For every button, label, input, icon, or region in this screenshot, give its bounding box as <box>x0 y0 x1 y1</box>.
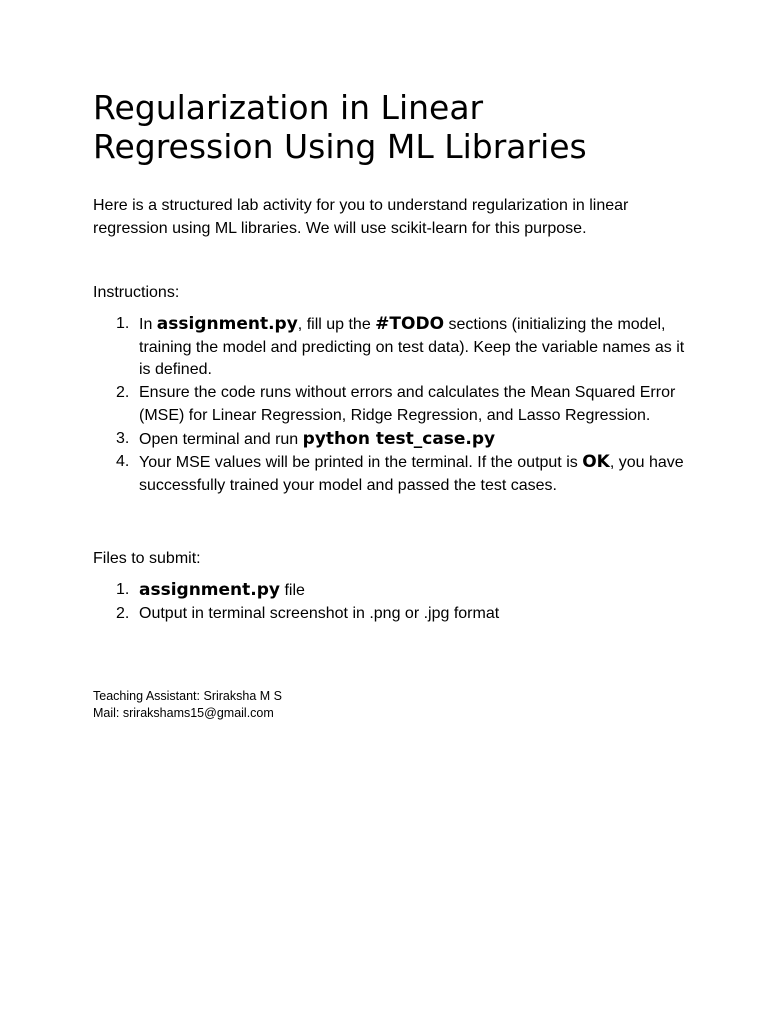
list-item <box>93 451 687 497</box>
code-ok: OK <box>582 452 610 473</box>
list-item <box>93 382 687 427</box>
intro-paragraph <box>93 194 683 240</box>
title-line-1: Regularization in Linear <box>93 88 484 127</box>
list-number: 4. <box>116 453 130 471</box>
item-text: Open terminal and run <box>139 430 303 448</box>
instructions-heading: Instructions: <box>93 284 180 301</box>
list-item <box>93 603 687 626</box>
code-todo: #TODO <box>375 314 445 334</box>
item-text: , fill up the <box>297 316 376 333</box>
list-number: 3. <box>116 429 130 447</box>
list-item <box>93 313 687 382</box>
code-command: python test_case.py <box>302 428 496 449</box>
intro-line-1: Here is a structured lab activity for you to understand regularization in linear <box>93 197 629 214</box>
list-number: 1. <box>116 315 130 332</box>
code-filename: assignment.py <box>156 314 298 334</box>
item-text: sections (initializing the model, training the model and predicting on test data). Keep the variable names as it is defined. <box>139 316 685 379</box>
list-number: 1. <box>116 581 130 598</box>
list-number: 2. <box>116 384 130 402</box>
list-item <box>93 428 687 452</box>
item-text: Your MSE values will be printed in the terminal. If the output is <box>139 454 583 472</box>
files-list <box>93 579 687 625</box>
page-title <box>93 88 693 166</box>
files-heading: Files to submit: <box>93 550 201 567</box>
instructions-list <box>93 313 687 498</box>
item-text: Output in terminal screenshot in .png or .jpg format <box>139 604 500 622</box>
title-line-2: Regression Using ML Libraries <box>93 127 587 166</box>
mail-line: Mail: srirakshams15@gmail.com <box>93 706 274 720</box>
intro-line-2: regression using ML libraries. We will use scikit-learn for this purpose. <box>93 220 587 237</box>
teaching-assistant-line: Teaching Assistant: Sriraksha M S <box>93 689 282 703</box>
list-number: 2. <box>116 604 130 622</box>
item-text: , you have successfully trained your model and passed the test cases. <box>139 454 684 494</box>
item-text: In <box>139 316 157 333</box>
list-item <box>93 579 687 603</box>
item-text: file <box>280 582 305 599</box>
item-text: Ensure the code runs without errors and calculates the Mean Squared Error (MSE) for Linear Regression, Ridge Regression, and Lasso Regression. <box>139 384 676 424</box>
code-filename: assignment.py <box>139 580 280 600</box>
